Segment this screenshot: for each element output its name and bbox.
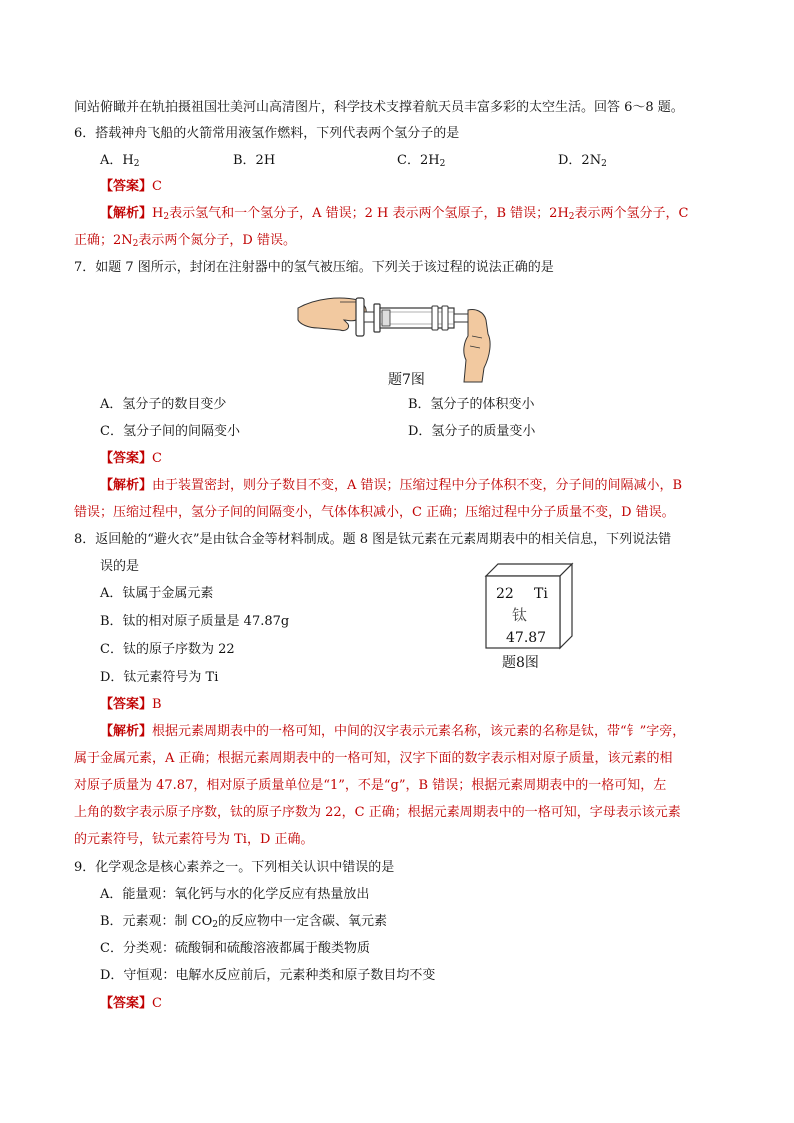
q8-option-a: A．钛属于金属元素 [100, 586, 214, 601]
q8-option-b: B．钛的相对原子质量是 47.87g [100, 614, 290, 629]
q9-stem: 9．化学观念是核心素养之一。下列相关认识中错误的是 [74, 860, 395, 875]
q9-option-c: C．分类观：硫酸铜和硫酸溶液都属于酸类物质 [100, 941, 370, 956]
q8-analysis-line-1: 【解析】根据元素周期表中的一格可知，中间的汉字表示元素名称，该元素的名称是钛，带“钅”字旁， [100, 724, 686, 739]
q6-option-b: B．2H [233, 153, 276, 168]
q8-analysis-line-3: 对原子质量为 47.87，相对原子质量单位是“1”，不是“g”，B 错误；根据元素周期表中的一格可知，左 [74, 778, 667, 793]
q7-option-d: D．氢分子的质量变小 [408, 424, 536, 439]
element-mass: 47.87 [506, 630, 547, 646]
q7-option-c: C．氢分子间的间隔变小 [100, 424, 240, 439]
q7-figure-caption: 题7图 [388, 372, 425, 388]
q6-stem: 6．搭载神舟飞船的火箭常用液氢作燃料，下列代表两个氢分子的是 [74, 126, 460, 141]
q8-stem-line-1: 8．返回舱的“避火衣”是由钛合金等材料制成。题 8 图是钛元素在元素周期表中的相关信息，下列说法错 [74, 532, 672, 547]
q6-option-a: A．$H_2$ [100, 153, 140, 169]
q7-analysis-line-2: 错误；压缩过程中，氢分子间的间隔变小，气体体积减小，C 正确；压缩过程中分子质量不变，D 错误。 [74, 505, 675, 520]
intro-text: 间站俯瞰并在轨拍摄祖国壮美河山高清图片，科学技术支撑着航天员丰富多彩的太空生活。回答 6～8 题。 [74, 100, 684, 115]
element-cube-illustration [484, 562, 576, 652]
q8-option-d: D．钛元素符号为 Ti [100, 670, 219, 685]
element-name: 钛 [512, 606, 528, 624]
q8-analysis-line-5: 的元素符号，钛元素符号为 Ti，D 正确。 [74, 832, 314, 847]
element-symbol: Ti [534, 586, 548, 602]
q6-analysis-line-2: 正确；$2N_2$表示两个氮分子，D 错误。 [74, 233, 296, 249]
q9-option-a: A．能量观：氧化钙与水的化学反应有热量放出 [100, 887, 370, 902]
q6-analysis-line-1: 【解析】$H_2$表示氢气和一个氢分子，A 错误；2 H 表示两个氢原子，B 错误；$2H_2$表示两个氢分子，C [100, 206, 689, 222]
q7-option-a: A．氢分子的数目变少 [100, 397, 227, 412]
q8-option-c: C．钛的原子序数为 22 [100, 642, 235, 657]
q6-option-d: D．$2N_2$ [558, 153, 607, 169]
q8-answer: 【答案】B [100, 697, 162, 712]
q8-stem-line-2: 误的是 [100, 559, 140, 574]
q8-analysis-line-4: 上角的数字表示原子序数，钛的原子序数为 22，C 正确；根据元素周期表中的一格可知，字母表示该元素 [74, 805, 681, 820]
q7-stem: 7．如题 7 图所示，封闭在注射器中的氢气被压缩。下列关于该过程的说法正确的是 [74, 260, 554, 275]
element-number: 22 [496, 586, 514, 602]
q7-answer: 【答案】C [100, 451, 162, 466]
q8-analysis-line-2: 属于金属元素，A 正确；根据元素周期表中的一格可知，汉字下面的数字表示相对原子质量，该元素的相 [74, 751, 673, 766]
q6-answer: 【答案】C [100, 179, 162, 194]
q7-analysis-line-1: 【解析】由于装置密封，则分子数目不变，A 错误；压缩过程中分子体积不变，分子间的间隔减小，B [100, 478, 683, 493]
q6-option-c: C．$2H_2$ [397, 153, 446, 169]
q9-answer: 【答案】C [100, 996, 162, 1011]
q8-figure-caption: 题8图 [502, 655, 539, 671]
q9-option-b: B．元素观：制 $CO_2$的反应物中一定含碳、氧元素 [100, 914, 388, 930]
q7-option-b: B．氢分子的体积变小 [408, 397, 535, 412]
q9-option-d: D．守恒观：电解水反应前后，元素种类和原子数目均不变 [100, 968, 436, 983]
